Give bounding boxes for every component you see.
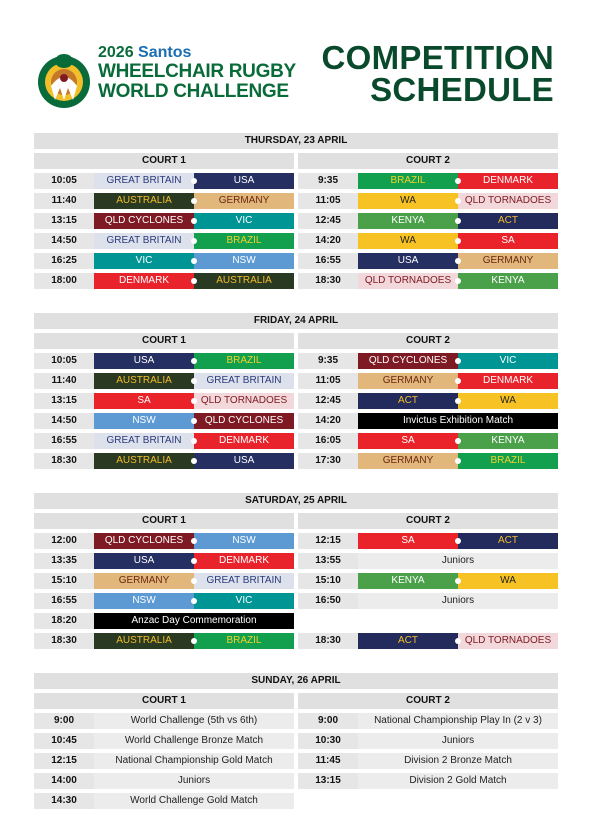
event-cell: Juniors bbox=[358, 593, 558, 609]
matchup bbox=[358, 253, 558, 269]
event-cell: World Challenge Gold Match bbox=[94, 793, 294, 809]
versus-dot-icon bbox=[191, 558, 197, 564]
versus-dot-icon bbox=[191, 258, 197, 264]
match-row bbox=[34, 633, 294, 649]
team-a: AUSTRALIA bbox=[94, 193, 194, 209]
match-row bbox=[34, 393, 294, 409]
team-b: USA bbox=[194, 453, 294, 469]
day-section bbox=[34, 493, 558, 653]
day-heading: THURSDAY, 23 APRIL bbox=[34, 133, 558, 149]
match-time: 14:50 bbox=[34, 413, 94, 429]
court-heading: COURT 2 bbox=[298, 333, 558, 349]
event-cell: World Challenge Bronze Match bbox=[94, 733, 294, 749]
team-a: GERMANY bbox=[94, 573, 194, 589]
matchup bbox=[358, 633, 558, 649]
versus-dot-icon bbox=[191, 578, 197, 584]
match-row bbox=[298, 353, 558, 369]
matchup bbox=[94, 193, 294, 209]
court-heading: COURT 2 bbox=[298, 153, 558, 169]
match-time: 16:55 bbox=[34, 593, 94, 609]
team-a: QLD CYCLONES bbox=[94, 213, 194, 229]
versus-dot-icon bbox=[191, 398, 197, 404]
court-heading: COURT 1 bbox=[34, 693, 294, 709]
matchup bbox=[358, 373, 558, 389]
match-time: 18:30 bbox=[34, 633, 94, 649]
matchup bbox=[94, 173, 294, 189]
team-a: QLD CYCLONES bbox=[358, 353, 458, 369]
versus-dot-icon bbox=[191, 638, 197, 644]
match-row bbox=[34, 553, 294, 569]
court-column bbox=[298, 693, 558, 813]
match-time: 16:55 bbox=[34, 433, 94, 449]
match-time: 12:15 bbox=[298, 533, 358, 549]
match-row bbox=[34, 353, 294, 369]
court-heading: COURT 2 bbox=[298, 693, 558, 709]
team-b: BRAZIL bbox=[194, 233, 294, 249]
empty-slot bbox=[358, 613, 558, 629]
matchup bbox=[94, 573, 294, 589]
matchup bbox=[358, 533, 558, 549]
team-b: DENMARK bbox=[458, 373, 558, 389]
matchup bbox=[94, 533, 294, 549]
event-cell: World Challenge (5th vs 6th) bbox=[94, 713, 294, 729]
match-row bbox=[298, 453, 558, 469]
matchup bbox=[94, 413, 294, 429]
match-time: 14:50 bbox=[34, 233, 94, 249]
match-row bbox=[298, 233, 558, 249]
team-b: DENMARK bbox=[458, 173, 558, 189]
day-section bbox=[34, 313, 558, 473]
team-b: KENYA bbox=[458, 273, 558, 289]
team-a: WA bbox=[358, 193, 458, 209]
matchup bbox=[94, 453, 294, 469]
versus-dot-icon bbox=[455, 378, 461, 384]
versus-dot-icon bbox=[455, 258, 461, 264]
event-cell: Juniors bbox=[94, 773, 294, 789]
court-columns bbox=[34, 693, 558, 813]
court-column bbox=[34, 693, 294, 813]
matchup bbox=[94, 213, 294, 229]
match-row bbox=[34, 433, 294, 449]
match-row bbox=[34, 173, 294, 189]
team-b: AUSTRALIA bbox=[194, 273, 294, 289]
event-year: 2026 bbox=[98, 44, 134, 61]
team-b: QLD CYCLONES bbox=[194, 413, 294, 429]
match-row bbox=[298, 253, 558, 269]
event-cell: Division 2 Bronze Match bbox=[358, 753, 558, 769]
matchup bbox=[94, 233, 294, 249]
match-row bbox=[34, 593, 294, 609]
team-b: GERMANY bbox=[458, 253, 558, 269]
match-row bbox=[298, 633, 558, 649]
court-heading: COURT 1 bbox=[34, 153, 294, 169]
court-column bbox=[34, 513, 294, 653]
team-b: VIC bbox=[194, 213, 294, 229]
matchup bbox=[358, 353, 558, 369]
match-time: 13:15 bbox=[34, 213, 94, 229]
matchup bbox=[358, 193, 558, 209]
match-time: 14:30 bbox=[34, 793, 94, 809]
versus-dot-icon bbox=[455, 638, 461, 644]
day-section bbox=[34, 673, 558, 813]
court-column bbox=[298, 333, 558, 473]
match-time: 14:20 bbox=[298, 233, 358, 249]
team-a: GREAT BRITAIN bbox=[94, 433, 194, 449]
event-cell: Division 2 Gold Match bbox=[358, 773, 558, 789]
page-title bbox=[321, 39, 554, 108]
team-a: USA bbox=[94, 353, 194, 369]
event-line-2: WORLD CHALLENGE bbox=[98, 81, 289, 102]
team-a: WA bbox=[358, 233, 458, 249]
page-title-line-2: SCHEDULE bbox=[370, 71, 554, 108]
team-a: AUSTRALIA bbox=[94, 373, 194, 389]
team-b: QLD TORNADOES bbox=[458, 633, 558, 649]
match-row bbox=[34, 253, 294, 269]
match-row bbox=[298, 593, 558, 609]
match-row bbox=[298, 553, 558, 569]
event-name bbox=[98, 45, 296, 101]
event-cell: Juniors bbox=[358, 733, 558, 749]
match-row bbox=[34, 713, 294, 729]
match-time: 9:35 bbox=[298, 173, 358, 189]
team-a: ACT bbox=[358, 393, 458, 409]
team-b: USA bbox=[194, 173, 294, 189]
match-row bbox=[34, 373, 294, 389]
day-heading: FRIDAY, 24 APRIL bbox=[34, 313, 558, 329]
match-row bbox=[34, 193, 294, 209]
matchup bbox=[358, 393, 558, 409]
team-a: KENYA bbox=[358, 573, 458, 589]
matchup bbox=[94, 353, 294, 369]
match-time: 16:50 bbox=[298, 593, 358, 609]
matchup bbox=[94, 553, 294, 569]
versus-dot-icon bbox=[191, 438, 197, 444]
team-b: BRAZIL bbox=[194, 633, 294, 649]
match-time: 18:30 bbox=[34, 453, 94, 469]
team-a: SA bbox=[358, 533, 458, 549]
match-time: 9:35 bbox=[298, 353, 358, 369]
matchup bbox=[358, 573, 558, 589]
match-time: 12:15 bbox=[34, 753, 94, 769]
team-a: USA bbox=[94, 553, 194, 569]
match-time: 15:10 bbox=[34, 573, 94, 589]
versus-dot-icon bbox=[455, 278, 461, 284]
team-a: SA bbox=[358, 433, 458, 449]
team-a: AUSTRALIA bbox=[94, 453, 194, 469]
court-columns bbox=[34, 513, 558, 653]
match-time: 13:15 bbox=[298, 773, 358, 789]
versus-dot-icon bbox=[455, 218, 461, 224]
versus-dot-icon bbox=[191, 598, 197, 604]
match-row bbox=[34, 413, 294, 429]
versus-dot-icon bbox=[191, 458, 197, 464]
team-b: ACT bbox=[458, 213, 558, 229]
match-time: 13:15 bbox=[34, 393, 94, 409]
event-cell: National Championship Play In (2 v 3) bbox=[358, 713, 558, 729]
match-time: 15:10 bbox=[298, 573, 358, 589]
versus-dot-icon bbox=[191, 278, 197, 284]
versus-dot-icon bbox=[455, 358, 461, 364]
match-row bbox=[298, 773, 558, 789]
match-row bbox=[298, 193, 558, 209]
match-time: 18:30 bbox=[298, 273, 358, 289]
team-b: WA bbox=[458, 393, 558, 409]
team-a: NSW bbox=[94, 413, 194, 429]
matchup bbox=[94, 273, 294, 289]
versus-dot-icon bbox=[455, 238, 461, 244]
match-row bbox=[298, 753, 558, 769]
matchup bbox=[358, 273, 558, 289]
team-a: GREAT BRITAIN bbox=[94, 233, 194, 249]
court-columns bbox=[34, 333, 558, 473]
team-b: QLD TORNADOES bbox=[458, 193, 558, 209]
team-a: USA bbox=[358, 253, 458, 269]
matchup bbox=[94, 633, 294, 649]
versus-dot-icon bbox=[191, 538, 197, 544]
team-b: BRAZIL bbox=[458, 453, 558, 469]
day-heading: SUNDAY, 26 APRIL bbox=[34, 673, 558, 689]
team-a: QLD CYCLONES bbox=[94, 533, 194, 549]
versus-dot-icon bbox=[455, 178, 461, 184]
match-row bbox=[298, 393, 558, 409]
match-row bbox=[298, 413, 558, 429]
versus-dot-icon bbox=[455, 578, 461, 584]
match-row bbox=[34, 233, 294, 249]
team-a: NSW bbox=[94, 593, 194, 609]
match-row bbox=[34, 613, 294, 629]
team-b: NSW bbox=[194, 253, 294, 269]
versus-dot-icon bbox=[191, 418, 197, 424]
team-a: KENYA bbox=[358, 213, 458, 229]
team-b: SA bbox=[458, 233, 558, 249]
match-time: 10:45 bbox=[34, 733, 94, 749]
court-columns bbox=[34, 153, 558, 293]
court-heading: COURT 2 bbox=[298, 513, 558, 529]
versus-dot-icon bbox=[191, 178, 197, 184]
versus-dot-icon bbox=[191, 238, 197, 244]
team-b: GREAT BRITAIN bbox=[194, 573, 294, 589]
team-b: DENMARK bbox=[194, 433, 294, 449]
event-cell: National Championship Gold Match bbox=[94, 753, 294, 769]
team-b: VIC bbox=[194, 593, 294, 609]
matchup bbox=[94, 393, 294, 409]
match-time: 16:05 bbox=[298, 433, 358, 449]
event-line-1: WHEELCHAIR RUGBY bbox=[98, 61, 296, 82]
match-time: 10:05 bbox=[34, 173, 94, 189]
team-a: DENMARK bbox=[94, 273, 194, 289]
match-time bbox=[298, 613, 358, 629]
matchup bbox=[94, 373, 294, 389]
match-row bbox=[34, 213, 294, 229]
page-title-line-1: COMPETITION bbox=[321, 39, 554, 76]
match-time: 11:45 bbox=[298, 753, 358, 769]
versus-dot-icon bbox=[455, 538, 461, 544]
match-row bbox=[34, 453, 294, 469]
match-row bbox=[298, 433, 558, 449]
match-row bbox=[298, 373, 558, 389]
match-row bbox=[34, 533, 294, 549]
match-time: 11:40 bbox=[34, 373, 94, 389]
matchup bbox=[358, 213, 558, 229]
court-heading: COURT 1 bbox=[34, 513, 294, 529]
header bbox=[0, 0, 592, 120]
matchup bbox=[94, 593, 294, 609]
match-row bbox=[298, 273, 558, 289]
team-a: GERMANY bbox=[358, 373, 458, 389]
versus-dot-icon bbox=[455, 458, 461, 464]
versus-dot-icon bbox=[191, 198, 197, 204]
team-b: GERMANY bbox=[194, 193, 294, 209]
court-column bbox=[34, 153, 294, 293]
team-a: AUSTRALIA bbox=[94, 633, 194, 649]
match-time: 18:30 bbox=[298, 633, 358, 649]
team-b: WA bbox=[458, 573, 558, 589]
match-time: 9:00 bbox=[298, 713, 358, 729]
team-a: ACT bbox=[358, 633, 458, 649]
match-time: 10:05 bbox=[34, 353, 94, 369]
team-b: KENYA bbox=[458, 433, 558, 449]
match-time: 11:40 bbox=[34, 193, 94, 209]
match-time: 13:35 bbox=[34, 553, 94, 569]
team-b: BRAZIL bbox=[194, 353, 294, 369]
match-row bbox=[298, 213, 558, 229]
match-row bbox=[34, 273, 294, 289]
day-section bbox=[34, 133, 558, 293]
team-b: NSW bbox=[194, 533, 294, 549]
match-time: 11:05 bbox=[298, 373, 358, 389]
versus-dot-icon bbox=[191, 378, 197, 384]
team-b: QLD TORNADOES bbox=[194, 393, 294, 409]
match-row bbox=[34, 753, 294, 769]
team-a: SA bbox=[94, 393, 194, 409]
match-row bbox=[298, 533, 558, 549]
match-row bbox=[298, 713, 558, 729]
versus-dot-icon bbox=[191, 358, 197, 364]
match-row bbox=[34, 793, 294, 809]
match-row bbox=[34, 733, 294, 749]
match-time: 18:20 bbox=[34, 613, 94, 629]
match-row bbox=[34, 573, 294, 589]
match-time: 16:55 bbox=[298, 253, 358, 269]
matchup bbox=[358, 233, 558, 249]
event-cell: Invictus Exhibition Match bbox=[358, 413, 558, 429]
team-b: ACT bbox=[458, 533, 558, 549]
wheelchair-rugby-logo-icon bbox=[37, 48, 91, 112]
court-column bbox=[298, 513, 558, 653]
sponsor-name: Santos bbox=[138, 44, 192, 61]
match-time: 14:00 bbox=[34, 773, 94, 789]
versus-dot-icon bbox=[455, 198, 461, 204]
match-time: 18:00 bbox=[34, 273, 94, 289]
team-a: QLD TORNADOES bbox=[358, 273, 458, 289]
court-heading: COURT 1 bbox=[34, 333, 294, 349]
match-row bbox=[298, 573, 558, 589]
matchup bbox=[358, 433, 558, 449]
versus-dot-icon bbox=[191, 218, 197, 224]
match-time: 12:45 bbox=[298, 393, 358, 409]
match-time: 12:00 bbox=[34, 533, 94, 549]
match-time: 13:55 bbox=[298, 553, 358, 569]
team-b: DENMARK bbox=[194, 553, 294, 569]
team-b: VIC bbox=[458, 353, 558, 369]
match-time: 9:00 bbox=[34, 713, 94, 729]
event-cell: Anzac Day Commemoration bbox=[94, 613, 294, 629]
team-a: BRAZIL bbox=[358, 173, 458, 189]
match-time: 10:30 bbox=[298, 733, 358, 749]
team-a: GREAT BRITAIN bbox=[94, 173, 194, 189]
team-b: GREAT BRITAIN bbox=[194, 373, 294, 389]
versus-dot-icon bbox=[455, 438, 461, 444]
team-a: GERMANY bbox=[358, 453, 458, 469]
court-column bbox=[298, 153, 558, 293]
matchup bbox=[358, 173, 558, 189]
match-time: 11:05 bbox=[298, 193, 358, 209]
match-time: 17:30 bbox=[298, 453, 358, 469]
versus-dot-icon bbox=[455, 398, 461, 404]
match-row bbox=[34, 773, 294, 789]
match-row bbox=[298, 733, 558, 749]
matchup bbox=[94, 253, 294, 269]
matchup bbox=[94, 433, 294, 449]
team-a: VIC bbox=[94, 253, 194, 269]
matchup bbox=[358, 453, 558, 469]
day-heading: SATURDAY, 25 APRIL bbox=[34, 493, 558, 509]
match-time: 16:25 bbox=[34, 253, 94, 269]
event-cell: Juniors bbox=[358, 553, 558, 569]
match-row bbox=[298, 613, 558, 629]
court-column bbox=[34, 333, 294, 473]
match-time: 14:20 bbox=[298, 413, 358, 429]
match-time: 12:45 bbox=[298, 213, 358, 229]
match-row bbox=[298, 173, 558, 189]
